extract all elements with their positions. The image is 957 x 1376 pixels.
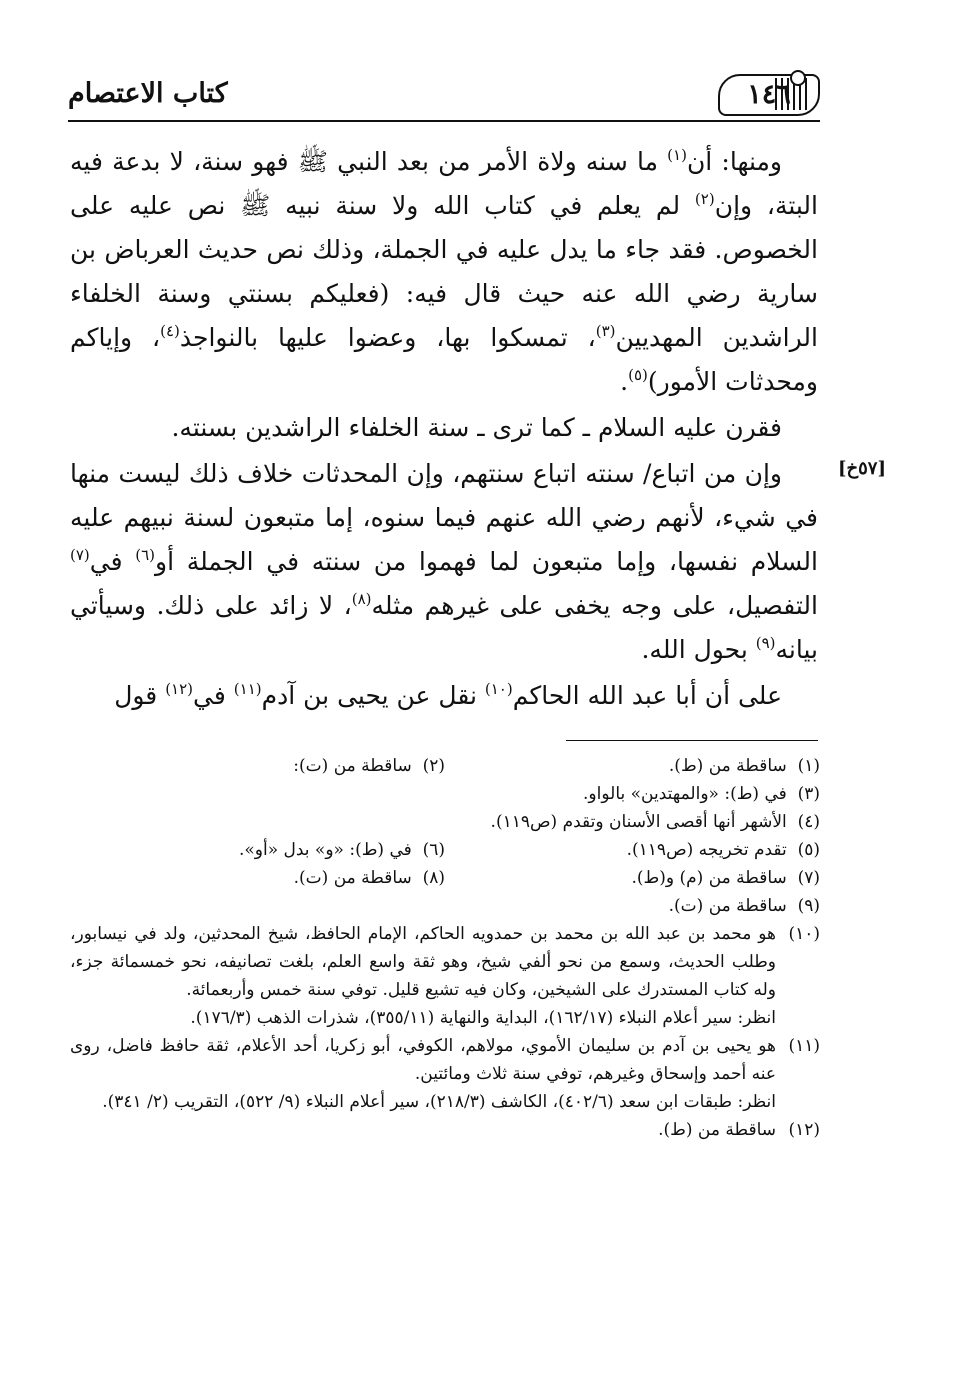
- footnote-11: (١١) هو يحيى بن آدم بن سليمان الأموي، مولاهم، الكوفي، أبو زكريا، أحد الأعلام، ثقة حافظ فاضل، روى عنه أحمد وإسحاق وغيرهم، توفي سنة ثلاث ومائتين. انظر: طبقات ابن سعد (٤٠٢/٦)، الكاشف (٢١٨/٣)، سير أعلام النبلاء (٩/ ٥٢٢)، التقريب (٢/ ٣٤١).: [70, 1032, 820, 1116]
- footnote-row: [70, 836, 820, 864]
- text-run: بحول الله.: [641, 635, 756, 664]
- footnote-1: (١) ساقطة من (ط).: [668, 756, 820, 776]
- footnote-ref: (٤): [160, 322, 180, 340]
- footnote-ref: (١٢): [165, 680, 194, 698]
- footnote-5: (٥) تقدم تخريجه (ص١١٩).: [626, 840, 820, 860]
- footnote-ref: (٩): [755, 634, 776, 652]
- text-run: وإن من اتباع/ سنته اتباع سنتهم، وإن المحدثات خلاف ذلك ليست منها في شيء، لأنهم رضي الله عنهم فيما سنوه، إما متبعون لسنة نبيهم عليه السلام نفسها، وإما متبعون لما فهموا من سنته في الجملة أو: [70, 459, 818, 576]
- text-run: نقل عن يحيى بن آدم: [261, 681, 485, 710]
- paragraph-4: [70, 674, 818, 718]
- footnote-12: (١٢) ساقطة من (ط).: [658, 1120, 820, 1140]
- footnote-reference: انظر: سير أعلام النبلاء (١٦٢/١٧)، البداية والنهاية (٣٥٥/١١)، شذرات الذهب (١٧٦/٣).: [190, 1008, 776, 1028]
- text-run: لم يعلم في كتاب الله ولا سنة نبيه ﷺ نص عليه على الخصوص. فقد جاء ما يدل عليه في الجملة، وذلك نص حديث العرباض بن سارية رضي الله عنه حيث قال فيه: (فعليكم بسنتي وسنة الخلفاء الراشدين المهديين: [70, 191, 818, 352]
- footnote-ref: (٢): [694, 190, 715, 208]
- footnote-ref: (٥): [628, 366, 648, 384]
- page-header: [68, 70, 820, 126]
- footnote-row: [70, 752, 820, 780]
- footnotes: [70, 752, 820, 1144]
- footnote-8: (٨) ساقطة من (ت).: [293, 868, 445, 888]
- text-run: ما سنه ولاة الأمر من بعد النبي ﷺ فهو سنة، لا بدعة فيه البتة، وإن: [70, 147, 818, 220]
- footnote-ref: (٨): [351, 590, 372, 608]
- footnote-4: (٤) الأشهر أنها أقصى الأسنان وتقدم (ص١١٩).: [490, 812, 820, 832]
- footnote-ref: (٣): [595, 322, 616, 340]
- footnote-2: (٢) ساقطة من (ت):: [293, 756, 445, 776]
- footnote-3: (٣) في (ط): «والمهتدين» بالواو.: [583, 784, 820, 804]
- text-run: في: [89, 547, 136, 576]
- footnote-10: (١٠) هو محمد بن عبد الله بن محمد بن حمدويه الحاكم، الإمام الحافظ، شيخ المحدثين، ولد في نيسابور، وطلب الحديث، وسمع من نحو ألفي شيخ، وهو ثقة واسع العلم، بلغت تصانيفه، نحو خمسمائة جزء، وله كتاب المستدرك على الشيخين، وكان فيه تشيع قليل. توفي سنة خمس وأربعمائة. انظر: سير أعلام النبلاء (١٦٢/١٧)، البداية والنهاية (٣٥٥/١١)، شذرات الذهب (١٧٦/٣).: [70, 920, 820, 1032]
- ornament-dot: [790, 70, 806, 86]
- footnote-6: (٦) في (ط): «و» بدل «أو».: [238, 840, 445, 860]
- footnote-ref: (١٠): [484, 680, 513, 698]
- header-rule: [68, 120, 820, 122]
- footnote-ref: (٧): [70, 546, 90, 564]
- footnote-separator: [566, 740, 818, 741]
- footnote-text: هو يحيى بن آدم بن سليمان الأموي، مولاهم، الكوفي، أبو زكريا، أحد الأعلام، ثقة حافظ فاضل، روى عنه أحمد وإسحاق وغيرهم، توفي سنة ثلاث ومائتين.: [70, 1036, 776, 1084]
- footnote-row: [70, 864, 820, 892]
- main-text: [70, 140, 818, 720]
- footnote-row: [70, 780, 820, 808]
- footnote-row: [70, 892, 820, 920]
- footnote-row: [70, 808, 820, 836]
- text-run: التفصيل، على وجه يخفى على غيرهم مثله: [371, 591, 818, 620]
- text-run: فقرن عليه السلام ـ كما ترى ـ سنة الخلفاء الراشدين بسنته.: [171, 413, 782, 442]
- text-run: ، وإياكم ومحدثات الأمور): [70, 323, 818, 396]
- paragraph-2: [70, 406, 818, 450]
- text-run: .: [620, 367, 629, 396]
- paragraph-3: [70, 452, 818, 672]
- book-title: كتاب الاعتصام: [68, 78, 228, 109]
- footnote-ref: (٦): [135, 546, 156, 564]
- footnote-9: (٩) ساقطة من (ت).: [668, 896, 820, 916]
- page-number-badge: [718, 74, 820, 116]
- text-run: ، لا زائد على ذلك. وسيأتي بيانه: [70, 591, 818, 664]
- paragraph-1: [70, 140, 818, 404]
- text-run: على أن أبا عبد الله الحاكم: [512, 681, 782, 710]
- text-run: ، تمسكوا بها، وعضوا عليها بالنواجذ: [179, 323, 596, 352]
- footnote-ref: (١١): [233, 680, 262, 698]
- footnote-text: هو محمد بن عبد الله بن محمد بن حمدويه الحاكم، الإمام الحافظ، شيخ المحدثين، ولد في نيسابور، وطلب الحديث، وسمع من نحو ألفي شيخ، وهو ثقة واسع العلم، بلغت تصانيفه، نحو خمسمائة جزء، وله كتاب المستدرك على الشيخين، وكان فيه تشيع قليل. توفي سنة خمس وأربعمائة.: [70, 924, 776, 1000]
- footnote-reference: انظر: طبقات ابن سعد (٤٠٢/٦)، الكاشف (٢١٨/٣)، سير أعلام النبلاء (٩/ ٥٢٢)، التقريب (٢/ ٣٤١).: [102, 1092, 776, 1112]
- text-run: قول: [114, 681, 166, 710]
- footnote-ref: (١): [667, 146, 687, 164]
- footnote-7: (٧) ساقطة من (م) و(ط).: [631, 868, 820, 888]
- text-run: ومنها: أن: [686, 147, 782, 176]
- text-run: في: [193, 681, 234, 710]
- margin-folio-note: [٥٧خ]: [838, 458, 887, 479]
- page-number: ١٤٦: [747, 79, 791, 110]
